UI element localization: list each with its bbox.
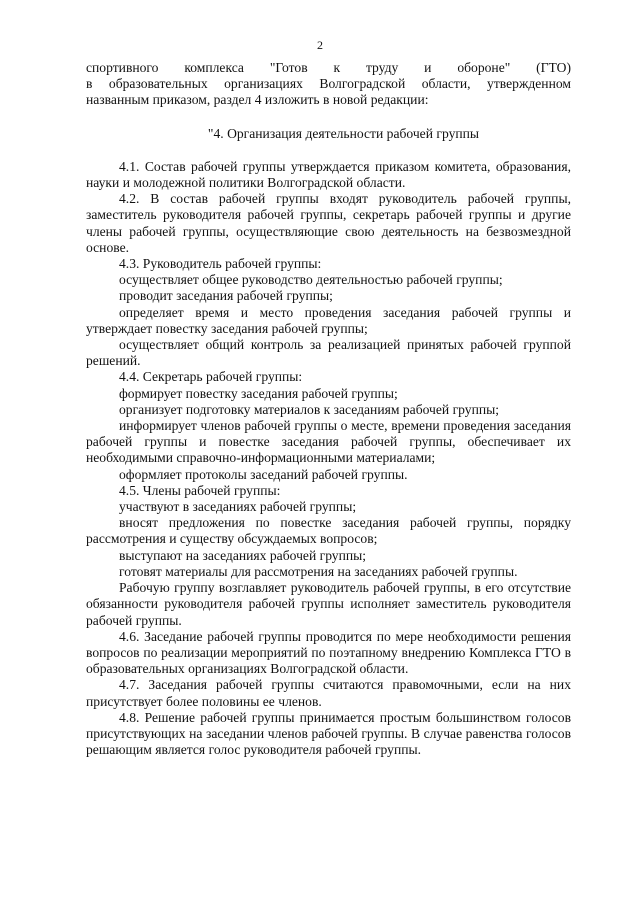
- list-item: организует подготовку материалов к заседаниям рабочей группы;: [119, 401, 500, 417]
- section-title: "4. Организация деятельности рабочей группы: [207, 125, 480, 141]
- list-item: осуществляет общий контроль за реализацией принятых рабочей группой решений.: [86, 337, 571, 369]
- list-item: оформляет протоколы заседаний рабочей группы.: [119, 466, 408, 482]
- intro-line-1: спортивного комплекса "Готов к труду и обороне" (ГТО): [86, 60, 571, 75]
- list-item: определяет время и место проведения заседания рабочей группы и утверждает повестку заседания рабочей группы;: [86, 304, 571, 336]
- list-item: формирует повестку заседания рабочей группы;: [119, 385, 398, 401]
- paragraph-4-3: 4.3. Руководитель рабочей группы:: [119, 256, 322, 272]
- paragraph-4-5: 4.5. Члены рабочей группы:: [119, 482, 281, 498]
- list-item: проводит заседания рабочей группы;: [119, 288, 333, 304]
- page-number: 2: [317, 38, 323, 52]
- list-item: осуществляет общее руководство деятельностью рабочей группы;: [119, 272, 503, 288]
- document-body: [86, 60, 571, 758]
- paragraph-4-2: 4.2. В состав рабочей группы входят руководитель рабочей группы, заместитель руководителя рабочей группы, секретарь рабочей группы и другие члены рабочей группы, осуществляющие свою деятельность на безвозмездной основе.: [86, 191, 571, 255]
- paragraph-4-7: 4.7. Заседания рабочей группы считаются правомочными, если на них присутствует более половины ее членов.: [86, 677, 571, 709]
- list-item: участвуют в заседаниях рабочей группы;: [119, 499, 357, 515]
- intro-line-2: в образовательных организациях Волгоградской области, утвержденном названным приказом, раздел 4 изложить в новой редакции:: [86, 76, 571, 108]
- list-item: информирует членов рабочей группы о месте, времени проведения заседания рабочей группы и повестке заседания рабочей группы, обеспечивает их необходимыми справочно-информационными материалами;: [86, 418, 571, 466]
- paragraph-4-1: 4.1. Состав рабочей группы утверждается приказом комитета, образования, науки и молодежной политики Волгоградской области.: [86, 158, 571, 191]
- paragraph-4-4: 4.4. Секретарь рабочей группы:: [119, 369, 303, 385]
- paragraph-leadership: Рабочую группу возглавляет руководитель рабочей группы, в его отсутствие обязанности руководителя рабочей группы исполняет заместитель руководителя рабочей группы.: [86, 580, 571, 628]
- list-item: вносят предложения по повестке заседания рабочей группы, порядку рассмотрения и существу обсуждаемых вопросов;: [86, 515, 571, 547]
- paragraph-4-8: 4.8. Решение рабочей группы принимается простым большинством голосов присутствующих на заседании членов рабочей группы. В случае равенства голосов решающим является голос руководителя рабочей группы.: [86, 709, 571, 758]
- list-item: готовят материалы для рассмотрения на заседаниях рабочей группы.: [119, 563, 518, 579]
- paragraph-4-6: 4.6. Заседание рабочей группы проводится по мере необходимости решения вопросов по реализации мероприятий по поэтапному внедрению Комплекса ГТО в образовательных организациях Волгоградской области.: [86, 628, 571, 677]
- list-item: выступают на заседаниях рабочей группы;: [119, 547, 367, 563]
